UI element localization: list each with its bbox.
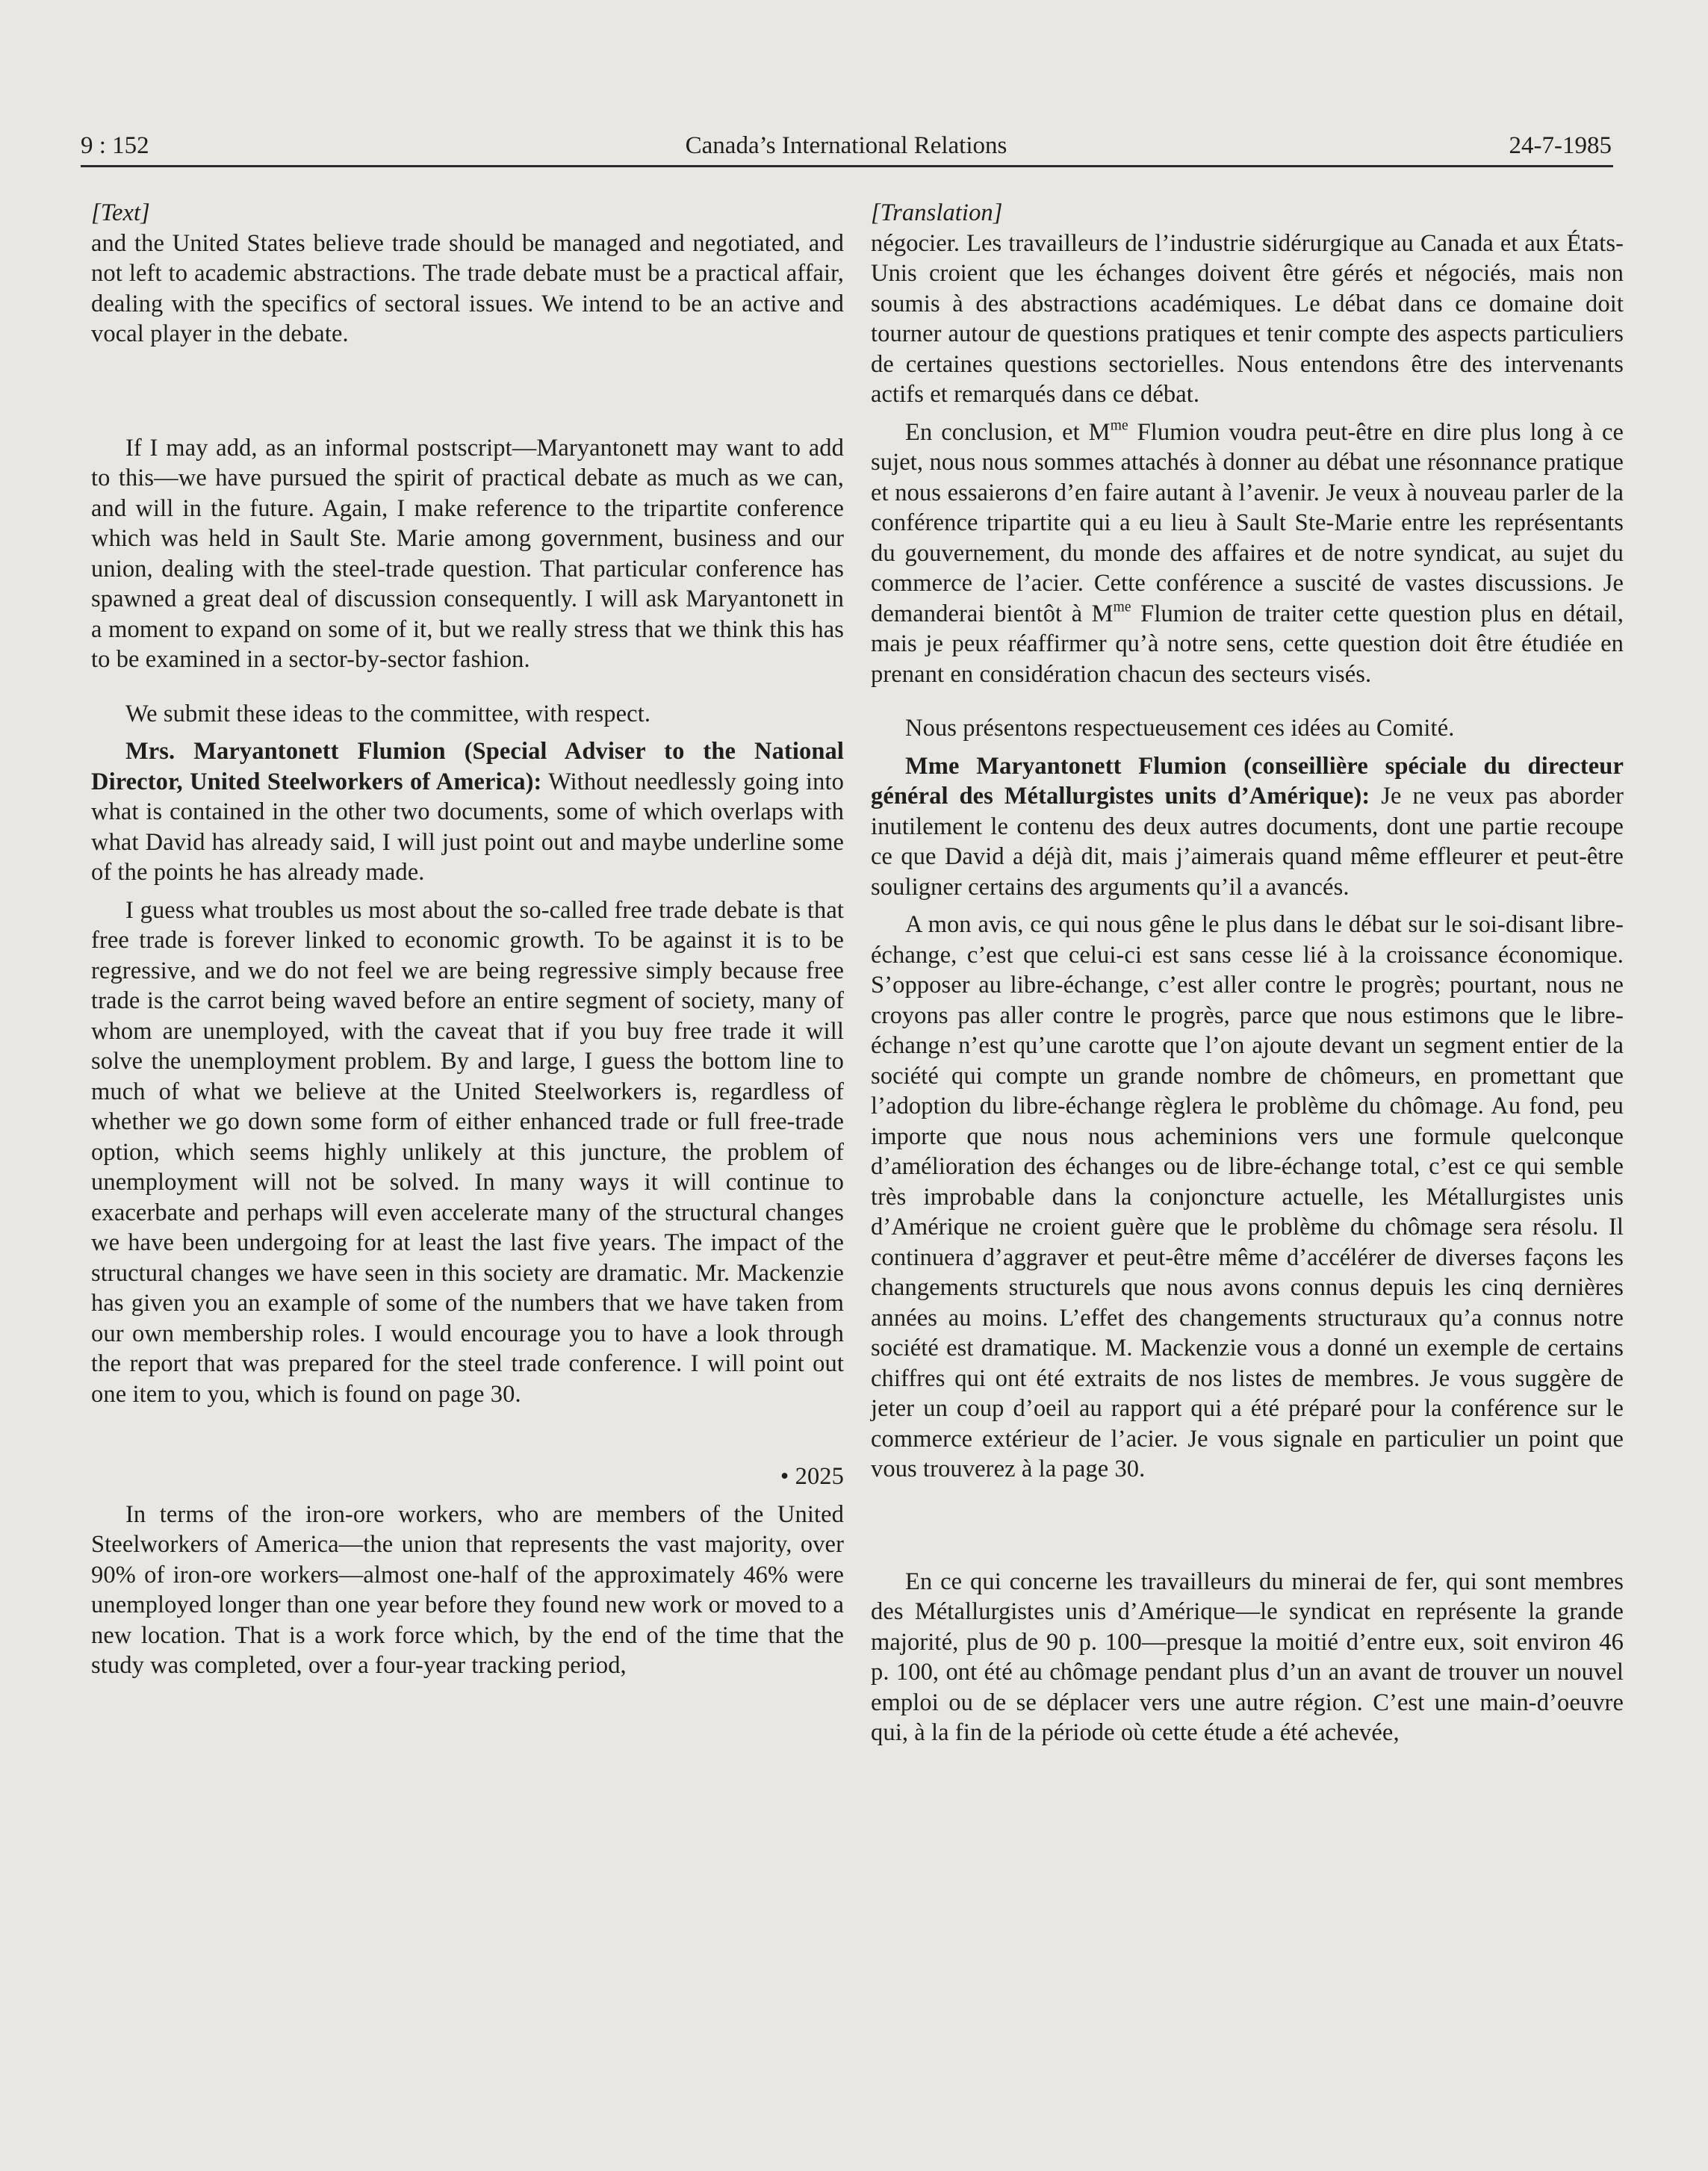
paragraph: négocier. Les travailleurs de l’industrie sidérurgique au Canada et aux États-Unis croient que les échanges doivent être gérés et négociés, mais non soumis à des abstractions académiques. Le débat dans ce domaine doit tourner autour de questions pratiques et tenir compte des aspects particuliers de certaines questions sectorielles. Nous entendons être des intervenants actifs et remarqués dans ce débat.	[871, 229, 1624, 408]
paragraph: We submit these ideas to the committee, with respect.	[125, 700, 651, 727]
language-label: [Text]	[91, 199, 150, 226]
paragraph: En ce qui concerne les travailleurs du minerai de fer, qui sont membres des Métallurgistes unis d’Amérique—le syndicat en représente la grande majorité, plus de 90 p. 100—presque la moitié d’entre eux, soit environ 46 p. 100, ont été au chômage pendant plus d’un an avant de trouver un nouvel emploi ou de se déplacer vers une autre région. C’est une main-d’oeuvre qui, à la fin de la période où cette étude a été achevée,	[871, 1568, 1624, 1746]
publication-title: Canada’s International Relations	[685, 132, 1007, 159]
header-rule	[81, 165, 1613, 167]
speaker-paragraph	[871, 751, 1624, 903]
speaker-paragraph	[91, 736, 844, 888]
header-date: 24-7-1985	[1509, 132, 1612, 159]
paragraph: I guess what troubles us most about the so-called free trade debate is that free trade is forever linked to economic growth. To be against it is to be regressive, and we do not feel we are being regressive simply because free trade is the carrot being waved before an entire segment of society, many of whom are unemployed, with the caveat that if you buy free trade it will solve the unemployment problem. By and large, I guess the bottom line to much of what we believe at the United Steelworkers is, regardless of whether we go down some form of either enhanced trade or full free-trade option, which seems highly unlikely at this juncture, the problem of unemployment will not be solved. In many ways it will continue to exacerbate and perhaps will even accelerate many of the structural changes we have been undergoing for at least the last five years. The impact of the structural changes we have seen in this society are dramatic. Mr. Mackenzie has given you an example of some of the numbers that we have taken from our own membership roles. I would encourage you to have a look through the report that was prepared for the steel trade conference. I will point out one item to you, which is found on page 30.	[91, 896, 844, 1408]
page-number: 9 : 152	[81, 132, 149, 159]
paragraph: A mon avis, ce qui nous gêne le plus dans le débat sur le soi-disant libre-échange, c’est que celui-ci est sans cesse lié à la croissance économique. S’opposer au libre-échange, c’est aller contre le progrès; pourtant, nous ne croyons pas aller contre le progrès, parce que nous estimons que le libre-échange n’est qu’une carotte que l’on ajoute devant un segment entier de la société qui compte un grande nombre de chômeurs, en promettant que l’adoption du libre-échange règlera le problème du chômage. Au fond, peu importe que nous nous acheminions vers une formule quelconque d’amélioration des échanges ou de libre-échange total, c’est ce qui semble très improbable dans la conjoncture actuelle, les Métallurgistes unis d’Amérique ne croient guère que le problème du chômage sera résolu. Il continuera d’aggraver et peut-être même d’accélérer de diverses façons les changements structurels que nous avons connus depuis les cinq dernières années au moins. L’effet des changements structuraux qu’a connus notre société est dramatique. M. Mackenzie vous a donné un exemple de certains chiffres qui ont été extraits de nos listes de membres. Je vous suggère de jeter un coup d’oeil au rapport qui a été préparé pour la conférence sur le commerce extérieur de l’acier. Je vous signale en particulier un point que vous trouverez à la page 30.	[871, 911, 1624, 1482]
french-column	[871, 198, 1624, 1748]
speaker-text: Without needlessly going into what is contained in the other two documents, some of which overlaps with what David has already said, I will just point out and maybe underline some of the points he has already made.	[91, 768, 844, 886]
running-header	[81, 127, 1612, 164]
paragraph: If I may add, as an informal postscript—Maryantonett may want to add to this—we have pursued the spirit of practical debate as much as we can, and will in the future. Again, I make reference to the tripartite conference which was held in Sault Ste. Marie among government, business and our union, dealing with the steel-trade question. That particular conference has spawned a great deal of discussion consequently. I will ask Maryantonett in a moment to expand on some of it, but we really stress that we think this has to be examined in a sector-by-sector fashion.	[91, 434, 844, 673]
speaker-name: Mme Maryantonett Flumion (conseillière spéciale du directeur général des Métallurgistes units d’Amérique):	[871, 752, 1624, 810]
paragraph: and the United States believe trade should be managed and negotiated, and not left to academic abstractions. The trade debate must be a practical affair, dealing with the specifics of sectoral issues. We intend to be an active and vocal player in the debate.	[91, 229, 844, 347]
time-marker: • 2025	[780, 1463, 844, 1490]
english-column	[91, 198, 844, 1681]
language-label: [Translation]	[871, 199, 1003, 226]
paragraph: En conclusion, et $M^{me}$ Flumion voudra peut-être en dire plus long à ce sujet, nous nous sommes attachés à donner au débat une résonnance pratique et nous essaierons d’en faire autant à l’avenir. Je veux à nouveau parler de la conférence tripartite qui a eu lieu à Sault Ste-Marie entre les représentants du gouvernement, du monde des affaires et de notre syndicat, au sujet du commerce de l’acier. Cette conférence a suscité de vastes discussions. Je demanderai bientôt à $M^{me}$ Flumion de traiter cette question plus en détail, mais je peux réaffirmer qu’à notre sens, cette question doit être étudiée en prenant en considération chacun des secteurs visés.	[871, 417, 1624, 688]
paragraph: In terms of the iron-ore workers, who are members of the United Steelworkers of America—the union that represents the vast majority, over 90% of iron-ore workers—almost one-half of the approximately 46% were unemployed longer than one year before they found new work or moved to a new location. That is a work force which, by the end of the time that the study was completed, over a four-year tracking period,	[91, 1500, 844, 1679]
paragraph: Nous présentons respectueusement ces idées au Comité.	[905, 715, 1455, 742]
speaker-name: Mrs. Maryantonett Flumion (Special Adviser to the National Director, United Steelworkers of America):	[91, 738, 844, 795]
speaker-text: Je ne veux pas aborder inutilement le contenu des deux autres documents, dont une partie recoupe ce que David a déjà dit, mais j’aimerais quand même effleurer et peut-être souligner certains des arguments qu’il a avancés.	[871, 783, 1624, 901]
